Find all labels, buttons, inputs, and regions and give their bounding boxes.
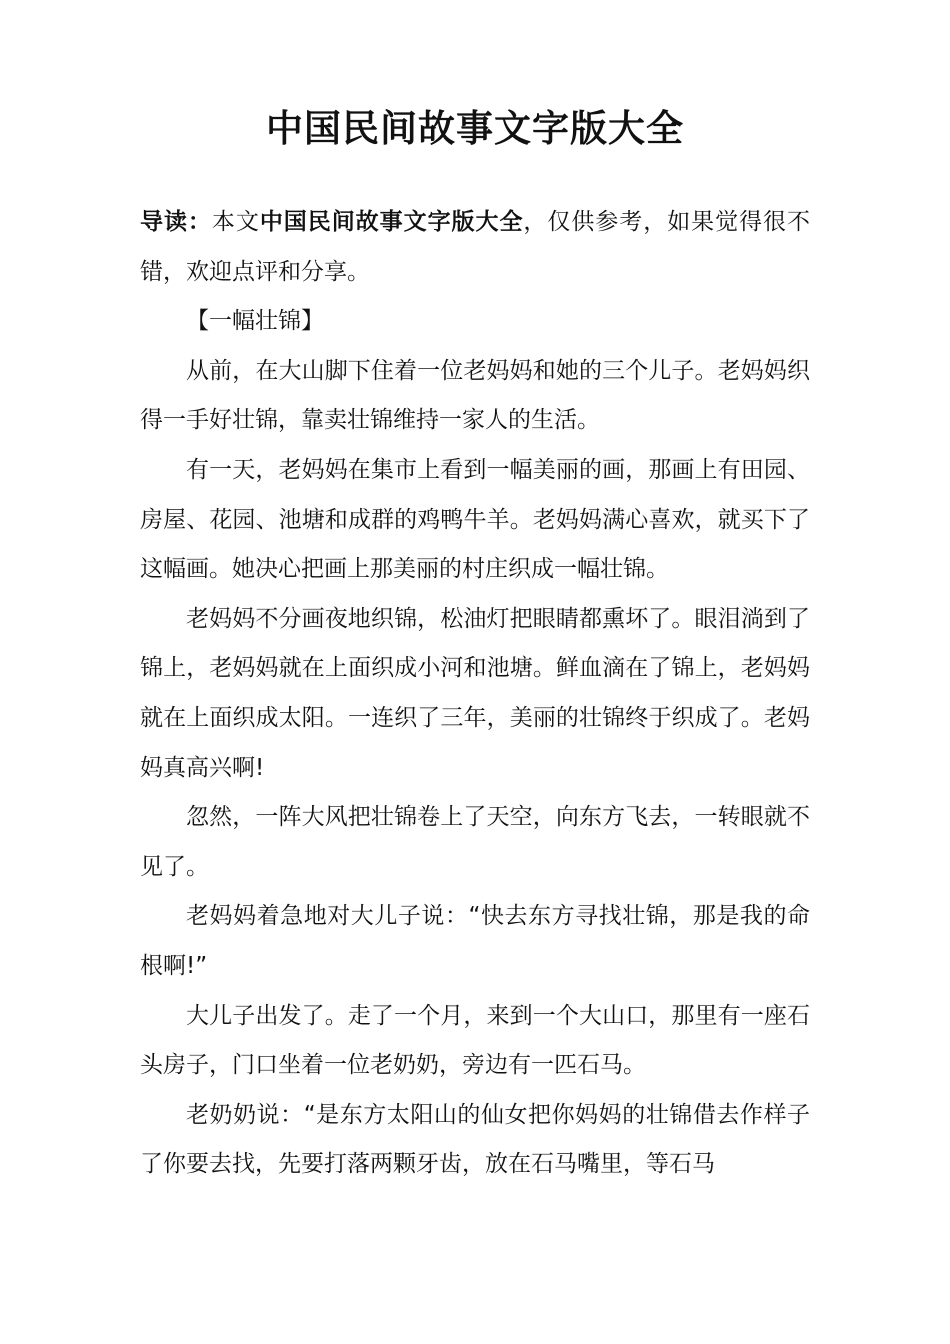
lead-suffix: ，仅供参考，如果觉得很不错，欢迎点评和分享。 bbox=[140, 209, 811, 285]
paragraph-3: 老妈妈不分画夜地织锦，松油灯把眼睛都熏坏了。眼泪淌到了锦上，老妈妈就在上面织成小河和池塘。鲜血滴在了锦上，老妈妈就在上面织成太阳。一连织了三年，美丽的壮锦终于织成了。老妈妈真高兴啊! bbox=[140, 605, 810, 781]
paragraph-2: 有一天，老妈妈在集市上看到一幅美丽的画，那画上有田园、房屋、花园、池塘和成群的鸡鸭牛羊。老妈妈满心喜欢，就买下了这幅画。她决心把画上那美丽的村庄织成一幅壮锦。 bbox=[140, 456, 810, 583]
lead-bold-title: 中国民间故事文字版大全 bbox=[259, 209, 524, 235]
lead-paragraph bbox=[140, 198, 810, 297]
paragraph-5: 老妈妈着急地对大儿子说：“快去东方寻找壮锦，那是我的命根啊!” bbox=[140, 903, 810, 979]
document-body bbox=[140, 198, 810, 1190]
lead-prefix: 本文 bbox=[211, 209, 260, 235]
paragraph-6: 大儿子出发了。走了一个月，来到一个大山口，那里有一座石头房子，门口坐着一位老奶奶，旁边有一匹石马。 bbox=[140, 1002, 810, 1079]
document-title: 中国民间故事文字版大全 bbox=[266, 107, 684, 150]
lead-label: 导读： bbox=[140, 209, 212, 235]
paragraph-7: 老奶奶说：“是东方太阳山的仙女把你妈妈的壮锦借去作样子了你要去找，先要打落两颗牙齿，放在石马嘴里，等石马 bbox=[140, 1101, 810, 1178]
paragraph-4: 忽然，一阵大风把壮锦卷上了天空，向东方飞去，一转眼就不见了。 bbox=[140, 804, 810, 880]
section-heading: 【一幅壮锦】 bbox=[186, 308, 324, 335]
paragraph-1: 从前，在大山脚下住着一位老妈妈和她的三个儿子。老妈妈织得一手好壮锦，靠卖壮锦维持一家人的生活。 bbox=[140, 357, 810, 434]
